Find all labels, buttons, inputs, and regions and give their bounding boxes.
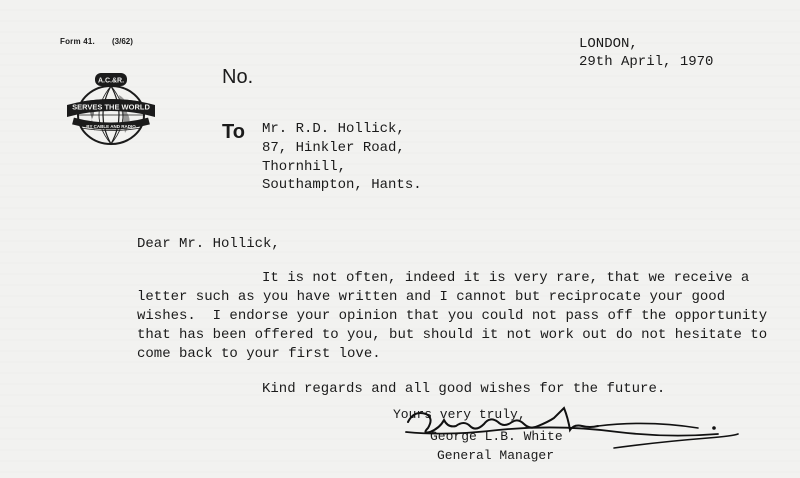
letter-place: LONDON, xyxy=(579,36,638,52)
body-line: wishes. I endorse your opinion that you could not pass off the opportunity xyxy=(137,308,768,324)
recipient-name: Mr. R.D. Hollick, xyxy=(262,121,405,137)
letter-date: 29th April, 1970 xyxy=(579,54,714,70)
logo-band-text: SERVES THE WORLD xyxy=(72,102,150,112)
body-line: come back to your first love. xyxy=(137,346,381,362)
form-number: Form 41. xyxy=(60,37,95,46)
recipient-city: Southampton, Hants. xyxy=(262,177,422,193)
body-line: letter such as you have written and I cannot but reciprocate your good xyxy=(137,289,726,305)
logo-bottom-text: BY CABLE AND RADIO xyxy=(86,124,136,129)
salutation: Dear Mr. Hollick, xyxy=(137,236,280,252)
form-revision-date: (3/62) xyxy=(112,37,133,46)
reference-number-label: No. xyxy=(222,66,254,88)
closing-line: Yours very truly, xyxy=(393,407,526,422)
recipient-street: 87, Hinkler Road, xyxy=(262,140,405,156)
recipient-label: To xyxy=(222,121,245,143)
signatory-name: George L.B. White xyxy=(430,429,563,444)
recipient-district: Thornhill, xyxy=(262,159,347,175)
company-globe-logo xyxy=(67,71,155,146)
body-line: that has been offered to you, but should it not work out do not hesitate to xyxy=(137,327,768,343)
handwritten-signature xyxy=(378,398,768,468)
regards-line: Kind regards and all good wishes for the future. xyxy=(262,381,666,397)
body-line: It is not often, indeed it is very rare, that we receive a xyxy=(262,270,750,286)
logo-top-text: A.C.&R. xyxy=(97,77,125,85)
signatory-title: General Manager xyxy=(437,448,555,463)
